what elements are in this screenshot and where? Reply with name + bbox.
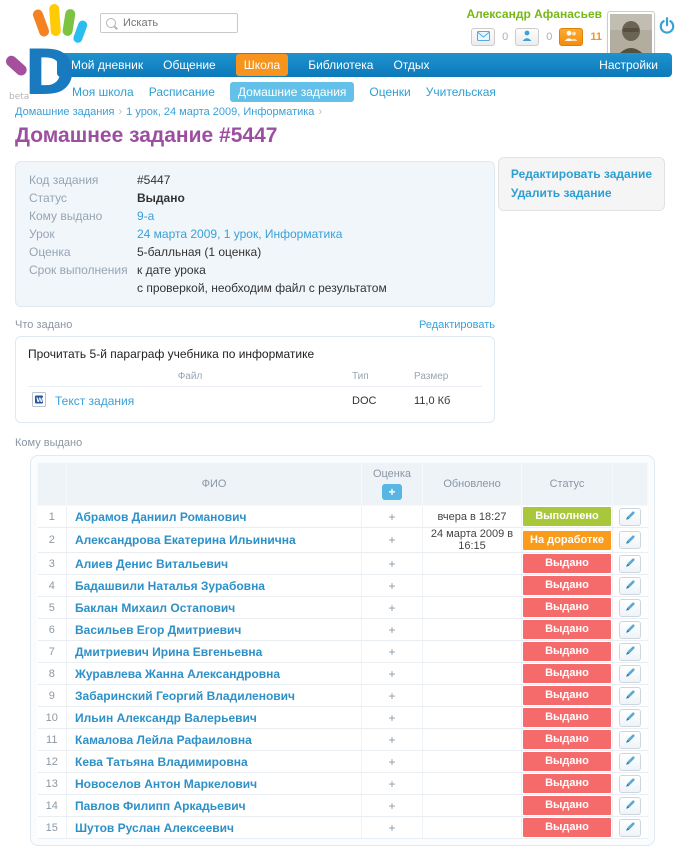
updated-cell: [423, 729, 522, 751]
student-row: [38, 817, 648, 839]
student-name-cell: [67, 685, 362, 707]
subnav-item[interactable]: Оценки: [369, 85, 411, 99]
student-name-link[interactable]: Шутов Руслан Алексеевич: [75, 820, 234, 835]
student-row: [38, 663, 648, 685]
edit-cell: [613, 773, 648, 795]
status-cell: [522, 506, 613, 528]
add-grade-button[interactable]: +: [382, 484, 402, 500]
header-edit: [613, 463, 648, 506]
counter-value: 11: [590, 31, 602, 43]
edit-cell: [613, 729, 648, 751]
grade-add-cell[interactable]: +: [362, 575, 423, 597]
svg-text:D: D: [24, 36, 76, 102]
person-button[interactable]: [515, 28, 539, 46]
status-cell: [522, 575, 613, 597]
status-badge: Выдано: [523, 620, 611, 639]
student-name-link[interactable]: Абрамов Даниил Романович: [75, 509, 247, 524]
updated-cell: [423, 773, 522, 795]
info-value: 5-балльная (1 оценка): [137, 245, 262, 259]
student-name-cell: [67, 795, 362, 817]
updated-cell: [423, 663, 522, 685]
grade-add-cell[interactable]: +: [362, 707, 423, 729]
search-input[interactable]: [121, 16, 232, 30]
assignment-info-card: [15, 161, 495, 307]
people-icon: [564, 30, 578, 44]
info-row: [29, 189, 481, 207]
status-cell: [522, 597, 613, 619]
page-header: [0, 0, 680, 102]
pencil-icon: [625, 644, 636, 659]
student-number: 2: [38, 528, 67, 553]
logo-beta-label: beta: [9, 92, 30, 102]
assignment-edit-link[interactable]: Редактировать: [419, 319, 495, 331]
edit-cell: [613, 597, 648, 619]
student-name-cell: [67, 506, 362, 528]
status-cell: [522, 795, 613, 817]
search-box[interactable]: [100, 13, 238, 33]
status-badge: Выдано: [523, 774, 611, 793]
info-value: с проверкой, необходим файл с результатом: [137, 281, 387, 295]
file-col-type: Тип: [352, 371, 369, 382]
info-label: Оценка: [29, 245, 71, 259]
main-nav: [57, 53, 672, 77]
updated-cell: [423, 619, 522, 641]
file-link[interactable]: Текст задания: [55, 394, 135, 408]
student-row: [38, 751, 648, 773]
edit-student-status-button[interactable]: [619, 709, 641, 727]
edit-student-status-button[interactable]: [619, 599, 641, 617]
person-icon: [522, 30, 532, 44]
file-size: 11,0 Кб: [414, 395, 451, 407]
student-name-link[interactable]: Кева Татьяна Владимировна: [75, 754, 248, 769]
subnav-item[interactable]: Домашние задания: [230, 82, 355, 102]
student-name-cell: [67, 663, 362, 685]
edit-cell: [613, 663, 648, 685]
edit-cell: [613, 795, 648, 817]
updated-cell: [423, 641, 522, 663]
student-number: 14: [38, 795, 67, 817]
breadcrumb-link[interactable]: 1 урок, 24 марта 2009, Информатика: [126, 106, 315, 118]
edit-cell: [613, 619, 648, 641]
assignment-card: [15, 336, 495, 423]
info-label: [29, 279, 137, 297]
status-badge: Выдано: [523, 664, 611, 683]
subnav-item[interactable]: Моя школа: [72, 85, 134, 99]
student-name-link[interactable]: Ильин Александр Валерьевич: [75, 710, 257, 725]
status-cell: [522, 773, 613, 795]
updated-cell: [423, 817, 522, 839]
edit-cell: [613, 751, 648, 773]
info-value: к дате урока: [137, 263, 206, 277]
main-nav-items: [71, 54, 430, 76]
mail-button[interactable]: [471, 28, 495, 46]
breadcrumb-separator: ›: [118, 106, 123, 118]
students-section: [15, 437, 665, 846]
edit-student-status-button[interactable]: [619, 775, 641, 793]
info-row: [29, 279, 481, 297]
grade-add-cell[interactable]: +: [362, 751, 423, 773]
status-cell: [522, 817, 613, 839]
pencil-icon: [625, 556, 636, 571]
updated-cell: [423, 751, 522, 773]
edit-cell: [613, 575, 648, 597]
edit-student-status-button[interactable]: [619, 555, 641, 573]
counter-value: 0: [502, 31, 509, 43]
status-cell: [522, 729, 613, 751]
student-row: [38, 795, 648, 817]
info-row: [29, 207, 481, 225]
updated-cell: [423, 707, 522, 729]
student-row: [38, 685, 648, 707]
assignment-info-wrap: [15, 161, 665, 307]
student-row: [38, 729, 648, 751]
student-number: 7: [38, 641, 67, 663]
edit-student-status-button[interactable]: [619, 819, 641, 837]
info-label: Срок выполнения: [29, 263, 128, 277]
status-cell: [522, 751, 613, 773]
status-cell: [522, 707, 613, 729]
assignment-text: Прочитать 5-й параграф учебника по информатике: [28, 347, 315, 361]
subnav-item[interactable]: Расписание: [148, 85, 215, 99]
header-status: Статус: [522, 463, 613, 506]
info-value: #5447: [137, 173, 171, 187]
breadcrumb: [15, 106, 665, 118]
student-name-link[interactable]: Камалова Лейла Рафаиловна: [75, 732, 252, 747]
info-row: [29, 225, 481, 243]
student-number: 9: [38, 685, 67, 707]
grade-add-cell[interactable]: +: [362, 795, 423, 817]
grade-add-cell[interactable]: +: [362, 773, 423, 795]
header-updated: Обновлено: [423, 463, 522, 506]
student-name-link[interactable]: Журавлева Жанна Александровна: [75, 666, 281, 681]
student-name-link[interactable]: Павлов Филипп Аркадьевич: [75, 798, 246, 813]
pencil-icon: [625, 509, 636, 524]
status-badge: Выполнено: [523, 507, 611, 526]
info-row: [29, 171, 481, 189]
pencil-icon: [625, 622, 636, 637]
edit-student-status-button[interactable]: [619, 731, 641, 749]
page-content: [0, 106, 680, 846]
student-name-link[interactable]: Дмитриевич Ирина Евгеньевна: [75, 644, 263, 659]
status-badge: На доработке: [523, 531, 611, 550]
student-name-cell: [67, 597, 362, 619]
student-number: 5: [38, 597, 67, 619]
info-label: Урок: [29, 227, 55, 241]
updated-cell: [423, 597, 522, 619]
student-number: 8: [38, 663, 67, 685]
student-name-link[interactable]: Новоселов Антон Маркелович: [75, 776, 258, 791]
grade-add-cell[interactable]: +: [362, 641, 423, 663]
updated-cell: [423, 685, 522, 707]
grade-add-cell[interactable]: +: [362, 506, 423, 528]
mail-icon: [477, 30, 490, 44]
student-name-link[interactable]: Забаринский Георгий Владиленович: [75, 688, 296, 703]
student-name-cell: [67, 553, 362, 575]
dnevnik-logo[interactable]: [6, 2, 102, 102]
student-number: 13: [38, 773, 67, 795]
edit-student-status-button[interactable]: [619, 531, 641, 549]
updated-cell: [423, 795, 522, 817]
pencil-icon: [625, 732, 636, 747]
status-badge: Выдано: [523, 554, 611, 573]
assignment-section-label: Что задано: [15, 319, 73, 331]
search-icon: [106, 18, 116, 28]
status-badge: Выдано: [523, 686, 611, 705]
info-row: [29, 261, 481, 279]
status-badge: Выдано: [523, 598, 611, 617]
header-grade: [362, 463, 423, 506]
student-name-cell: [67, 707, 362, 729]
student-name-cell: [67, 773, 362, 795]
student-row: [38, 773, 648, 795]
student-row: [38, 575, 648, 597]
student-row: [38, 707, 648, 729]
word-doc-icon: [32, 392, 46, 410]
pencil-icon: [625, 666, 636, 681]
nav-item[interactable]: Отдых: [393, 58, 430, 72]
pencil-icon: [625, 754, 636, 769]
pencil-icon: [625, 820, 636, 835]
status-cell: [522, 553, 613, 575]
student-name-link[interactable]: Бадашвили Наталья Зурабовна: [75, 578, 265, 593]
student-name-link[interactable]: Алиев Денис Витальевич: [75, 556, 229, 571]
grade-add-cell[interactable]: +: [362, 619, 423, 641]
students-table: [37, 462, 648, 839]
student-name-link[interactable]: Баклан Михаил Остапович: [75, 600, 236, 615]
status-badge: Выдано: [523, 730, 611, 749]
students-header-row: [38, 463, 648, 506]
edit-cell: [613, 707, 648, 729]
nav-item[interactable]: Общение: [163, 58, 216, 72]
updated-cell: [423, 553, 522, 575]
pencil-icon: [625, 798, 636, 813]
status-badge: Выдано: [523, 818, 611, 837]
nav-item[interactable]: Школа: [236, 54, 288, 76]
students-table-body: [38, 506, 648, 839]
assignment-actions: [498, 157, 665, 211]
edit-cell: [613, 528, 648, 553]
action-link[interactable]: Редактировать задание: [510, 167, 652, 181]
grade-add-cell[interactable]: +: [362, 597, 423, 619]
notification-counters: [466, 28, 602, 46]
student-number: 6: [38, 619, 67, 641]
info-label: Статус: [29, 191, 67, 205]
info-label: Кому выдано: [29, 209, 103, 223]
updated-cell: вчера в 18:27: [423, 506, 522, 528]
edit-cell: [613, 817, 648, 839]
avatar[interactable]: [608, 12, 654, 58]
student-name-cell: [67, 528, 362, 553]
grade-add-cell[interactable]: +: [362, 663, 423, 685]
info-label: Код задания: [29, 173, 99, 187]
file-row: [28, 386, 482, 415]
info-value[interactable]: 9-а: [137, 209, 155, 223]
header-grade-label: Оценка: [372, 468, 412, 480]
student-name-cell: [67, 619, 362, 641]
student-name-cell: [67, 751, 362, 773]
file-table-header: [28, 369, 482, 386]
student-row: [38, 553, 648, 575]
student-number: 10: [38, 707, 67, 729]
info-row: [29, 243, 481, 261]
edit-student-status-button[interactable]: [619, 577, 641, 595]
edit-student-status-button[interactable]: [619, 665, 641, 683]
people-button[interactable]: [559, 28, 583, 46]
page-title: Домашнее задание #5447: [15, 124, 278, 147]
grade-add-cell[interactable]: +: [362, 729, 423, 751]
status-badge: Выдано: [523, 576, 611, 595]
header-num: [38, 463, 67, 506]
status-cell: [522, 663, 613, 685]
user-block: [466, 7, 602, 46]
grade-add-cell[interactable]: +: [362, 528, 423, 553]
edit-cell: [613, 685, 648, 707]
edit-student-status-button[interactable]: [619, 687, 641, 705]
student-name-cell: [67, 817, 362, 839]
edit-student-status-button[interactable]: [619, 643, 641, 661]
edit-cell: [613, 553, 648, 575]
student-name-cell: [67, 641, 362, 663]
info-value[interactable]: 24 марта 2009, 1 урок, Информатика: [137, 227, 343, 241]
updated-cell: [423, 575, 522, 597]
edit-student-status-button[interactable]: [619, 508, 641, 526]
student-row: [38, 528, 648, 553]
info-value: Выдано: [137, 191, 185, 205]
student-row: [38, 641, 648, 663]
power-icon[interactable]: [658, 17, 676, 35]
subnav-item[interactable]: Учительская: [425, 85, 496, 99]
grade-add-cell[interactable]: +: [362, 817, 423, 839]
status-cell: [522, 528, 613, 553]
edit-cell: [613, 506, 648, 528]
pencil-icon: [625, 688, 636, 703]
student-number: 3: [38, 553, 67, 575]
edit-student-status-button[interactable]: [619, 621, 641, 639]
student-row: [38, 597, 648, 619]
status-cell: [522, 641, 613, 663]
status-badge: Выдано: [523, 752, 611, 771]
counter-value: 0: [546, 31, 553, 43]
pencil-icon: [625, 710, 636, 725]
user-name[interactable]: Александр Афанасьев: [466, 7, 602, 21]
status-badge: Выдано: [523, 642, 611, 661]
nav-item[interactable]: Библиотека: [308, 58, 374, 72]
status-badge: Выдано: [523, 796, 611, 815]
updated-cell: 24 марта 2009 в 16:15: [423, 528, 522, 553]
file-type: DOC: [352, 395, 377, 407]
status-badge: Выдано: [523, 708, 611, 727]
nav-item[interactable]: Мой дневник: [71, 58, 144, 72]
student-row: [38, 506, 648, 528]
grade-add-cell[interactable]: +: [362, 685, 423, 707]
action-link[interactable]: Удалить задание: [510, 186, 612, 200]
sub-nav: [72, 82, 496, 102]
status-cell: [522, 619, 613, 641]
student-number: 15: [38, 817, 67, 839]
student-name-cell: [67, 729, 362, 751]
pencil-icon: [625, 600, 636, 615]
header-fio: ФИО: [67, 463, 362, 506]
student-name-cell: [67, 575, 362, 597]
student-number: 1: [38, 506, 67, 528]
pencil-icon: [625, 533, 636, 548]
status-cell: [522, 685, 613, 707]
assignment-section: [15, 319, 495, 423]
file-col-size: Размер: [414, 371, 449, 382]
grade-add-cell[interactable]: +: [362, 553, 423, 575]
student-number: 4: [38, 575, 67, 597]
pencil-icon: [625, 776, 636, 791]
students-section-label: Кому выдано: [15, 437, 83, 449]
breadcrumb-separator: ›: [318, 106, 323, 118]
student-name-link[interactable]: Васильев Егор Дмитриевич: [75, 622, 242, 637]
student-name-link[interactable]: Александрова Екатерина Ильинична: [75, 533, 296, 547]
file-rows: [28, 386, 482, 415]
student-number: 11: [38, 729, 67, 751]
edit-student-status-button[interactable]: [619, 753, 641, 771]
file-col-name: Файл: [177, 371, 203, 382]
edit-student-status-button[interactable]: [619, 797, 641, 815]
svg-text:W: W: [36, 396, 44, 404]
student-number: 12: [38, 751, 67, 773]
nav-item-settings[interactable]: Настройки: [599, 58, 658, 72]
student-row: [38, 619, 648, 641]
file-name-cell: [28, 392, 352, 410]
pencil-icon: [625, 578, 636, 593]
edit-cell: [613, 641, 648, 663]
students-table-card: [30, 455, 655, 846]
breadcrumb-link[interactable]: Домашние задания: [15, 106, 115, 118]
